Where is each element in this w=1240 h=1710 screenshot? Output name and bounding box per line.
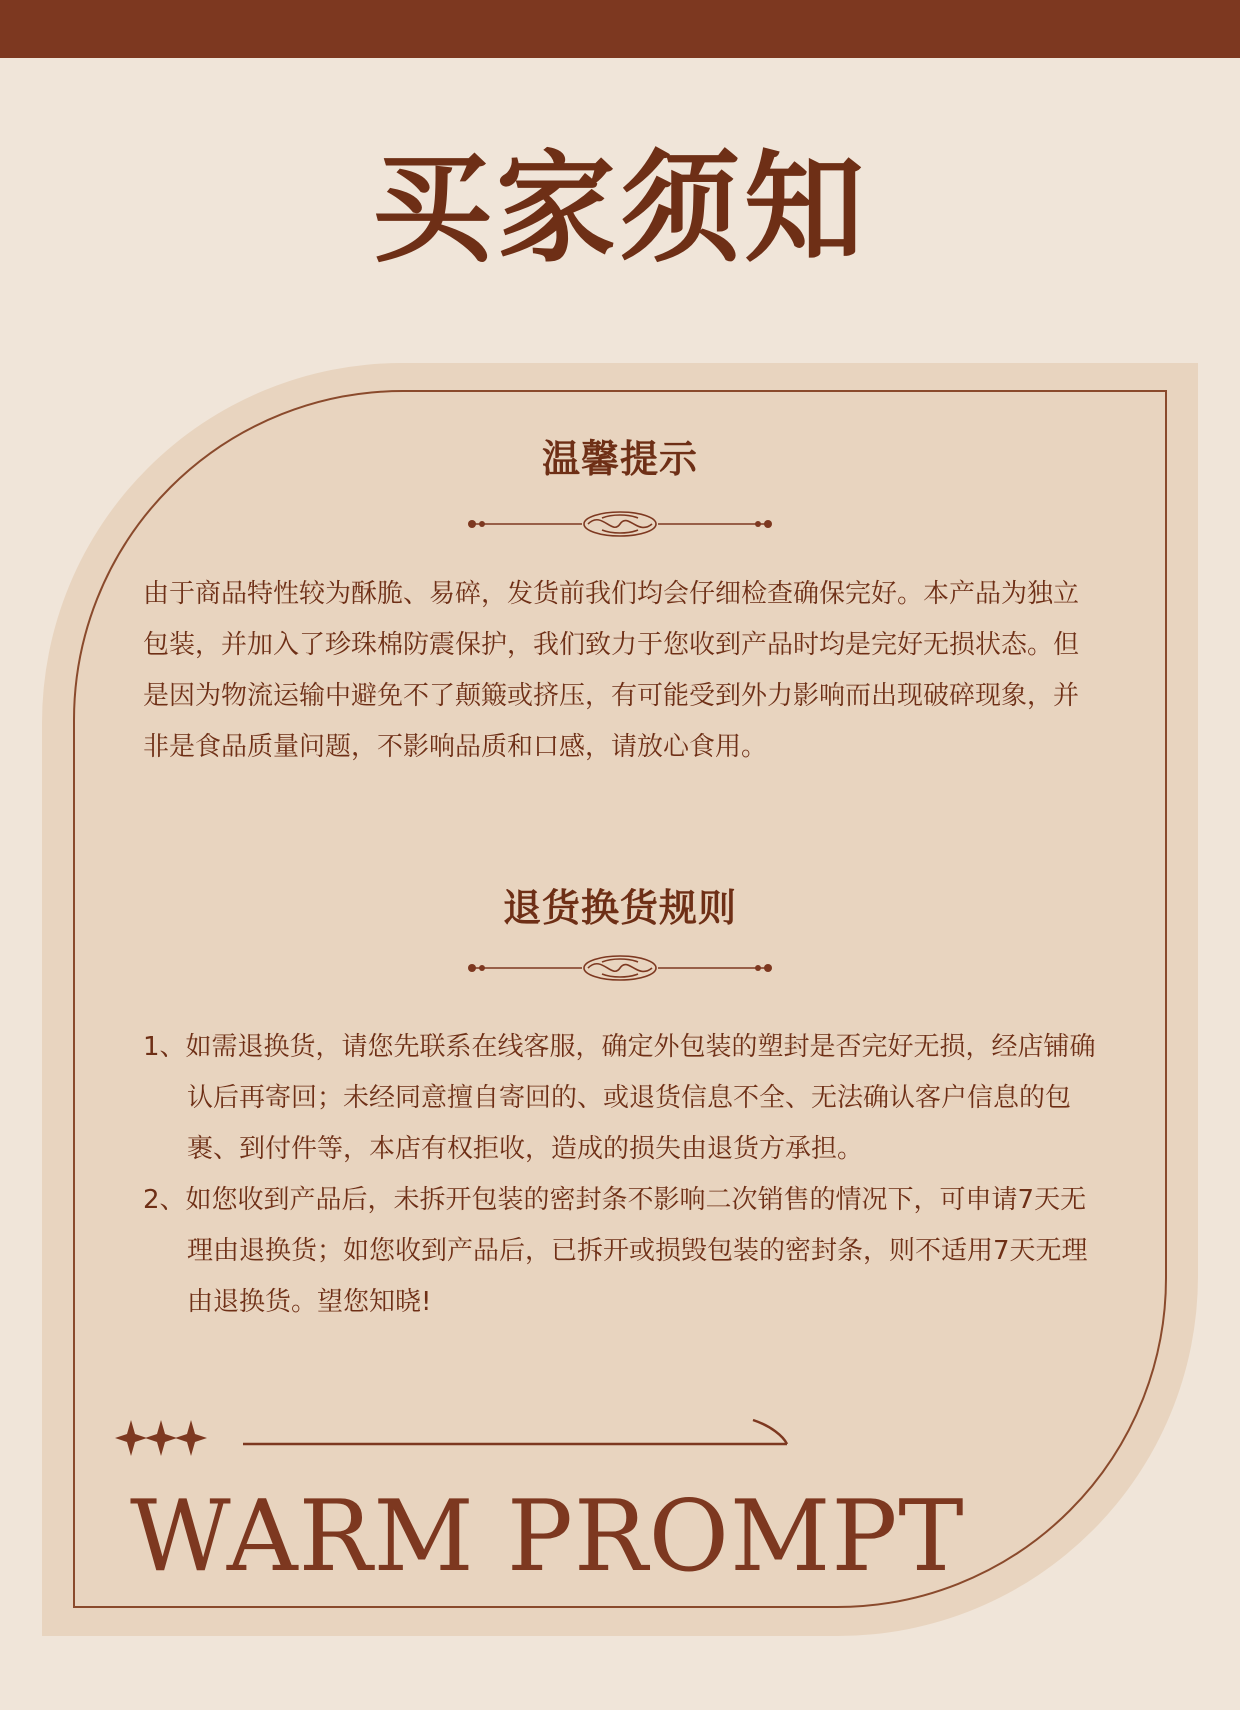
top-bar bbox=[0, 0, 1240, 58]
stars-arrow-decoration bbox=[115, 1412, 795, 1460]
star-icon bbox=[175, 1420, 207, 1456]
star-icon bbox=[145, 1420, 177, 1456]
page-title: 买家须知 bbox=[372, 140, 868, 279]
tips-paragraph: 由于商品特性较为酥脆、易碎，发货前我们均会仔细检查确保完好。本产品为独立包装，并加入了珍珠棉防震保护，我们致力于您收到产品时均是完好无损状态。但是因为物流运输中避免不了颠簸或挤压，有可能受到外力影响而出现破碎现象，并非是食品质量问题，不影响品质和口感，请放心食用。 bbox=[143, 579, 1080, 762]
return-rule-2: 2、如您收到产品后，未拆开包装的密封条不影响二次销售的情况下，可申请7天无理由退换货；如您收到产品后，已拆开或损毁包装的密封条，则不适用7天无理由退换货。望您知晓! bbox=[143, 1185, 1088, 1317]
returns-title: 退货换货规则 bbox=[502, 886, 737, 930]
warm-prompt-text: WARM PROMPT bbox=[130, 1480, 965, 1594]
arrow-icon bbox=[753, 1420, 787, 1444]
tips-title: 温馨提示 bbox=[541, 437, 698, 481]
ornament-divider-icon bbox=[462, 950, 778, 986]
ornament-divider-icon bbox=[462, 506, 778, 542]
return-rule-1: 1、如需退换货，请您先联系在线客服，确定外包装的塑封是否完好无损，经店铺确认后再寄回；未经同意擅自寄回的、或退货信息不全、无法确认客户信息的包裹、到付件等，本店有权拒收，造成的损失由退货方承担。 bbox=[143, 1032, 1096, 1164]
star-icon bbox=[115, 1420, 147, 1456]
